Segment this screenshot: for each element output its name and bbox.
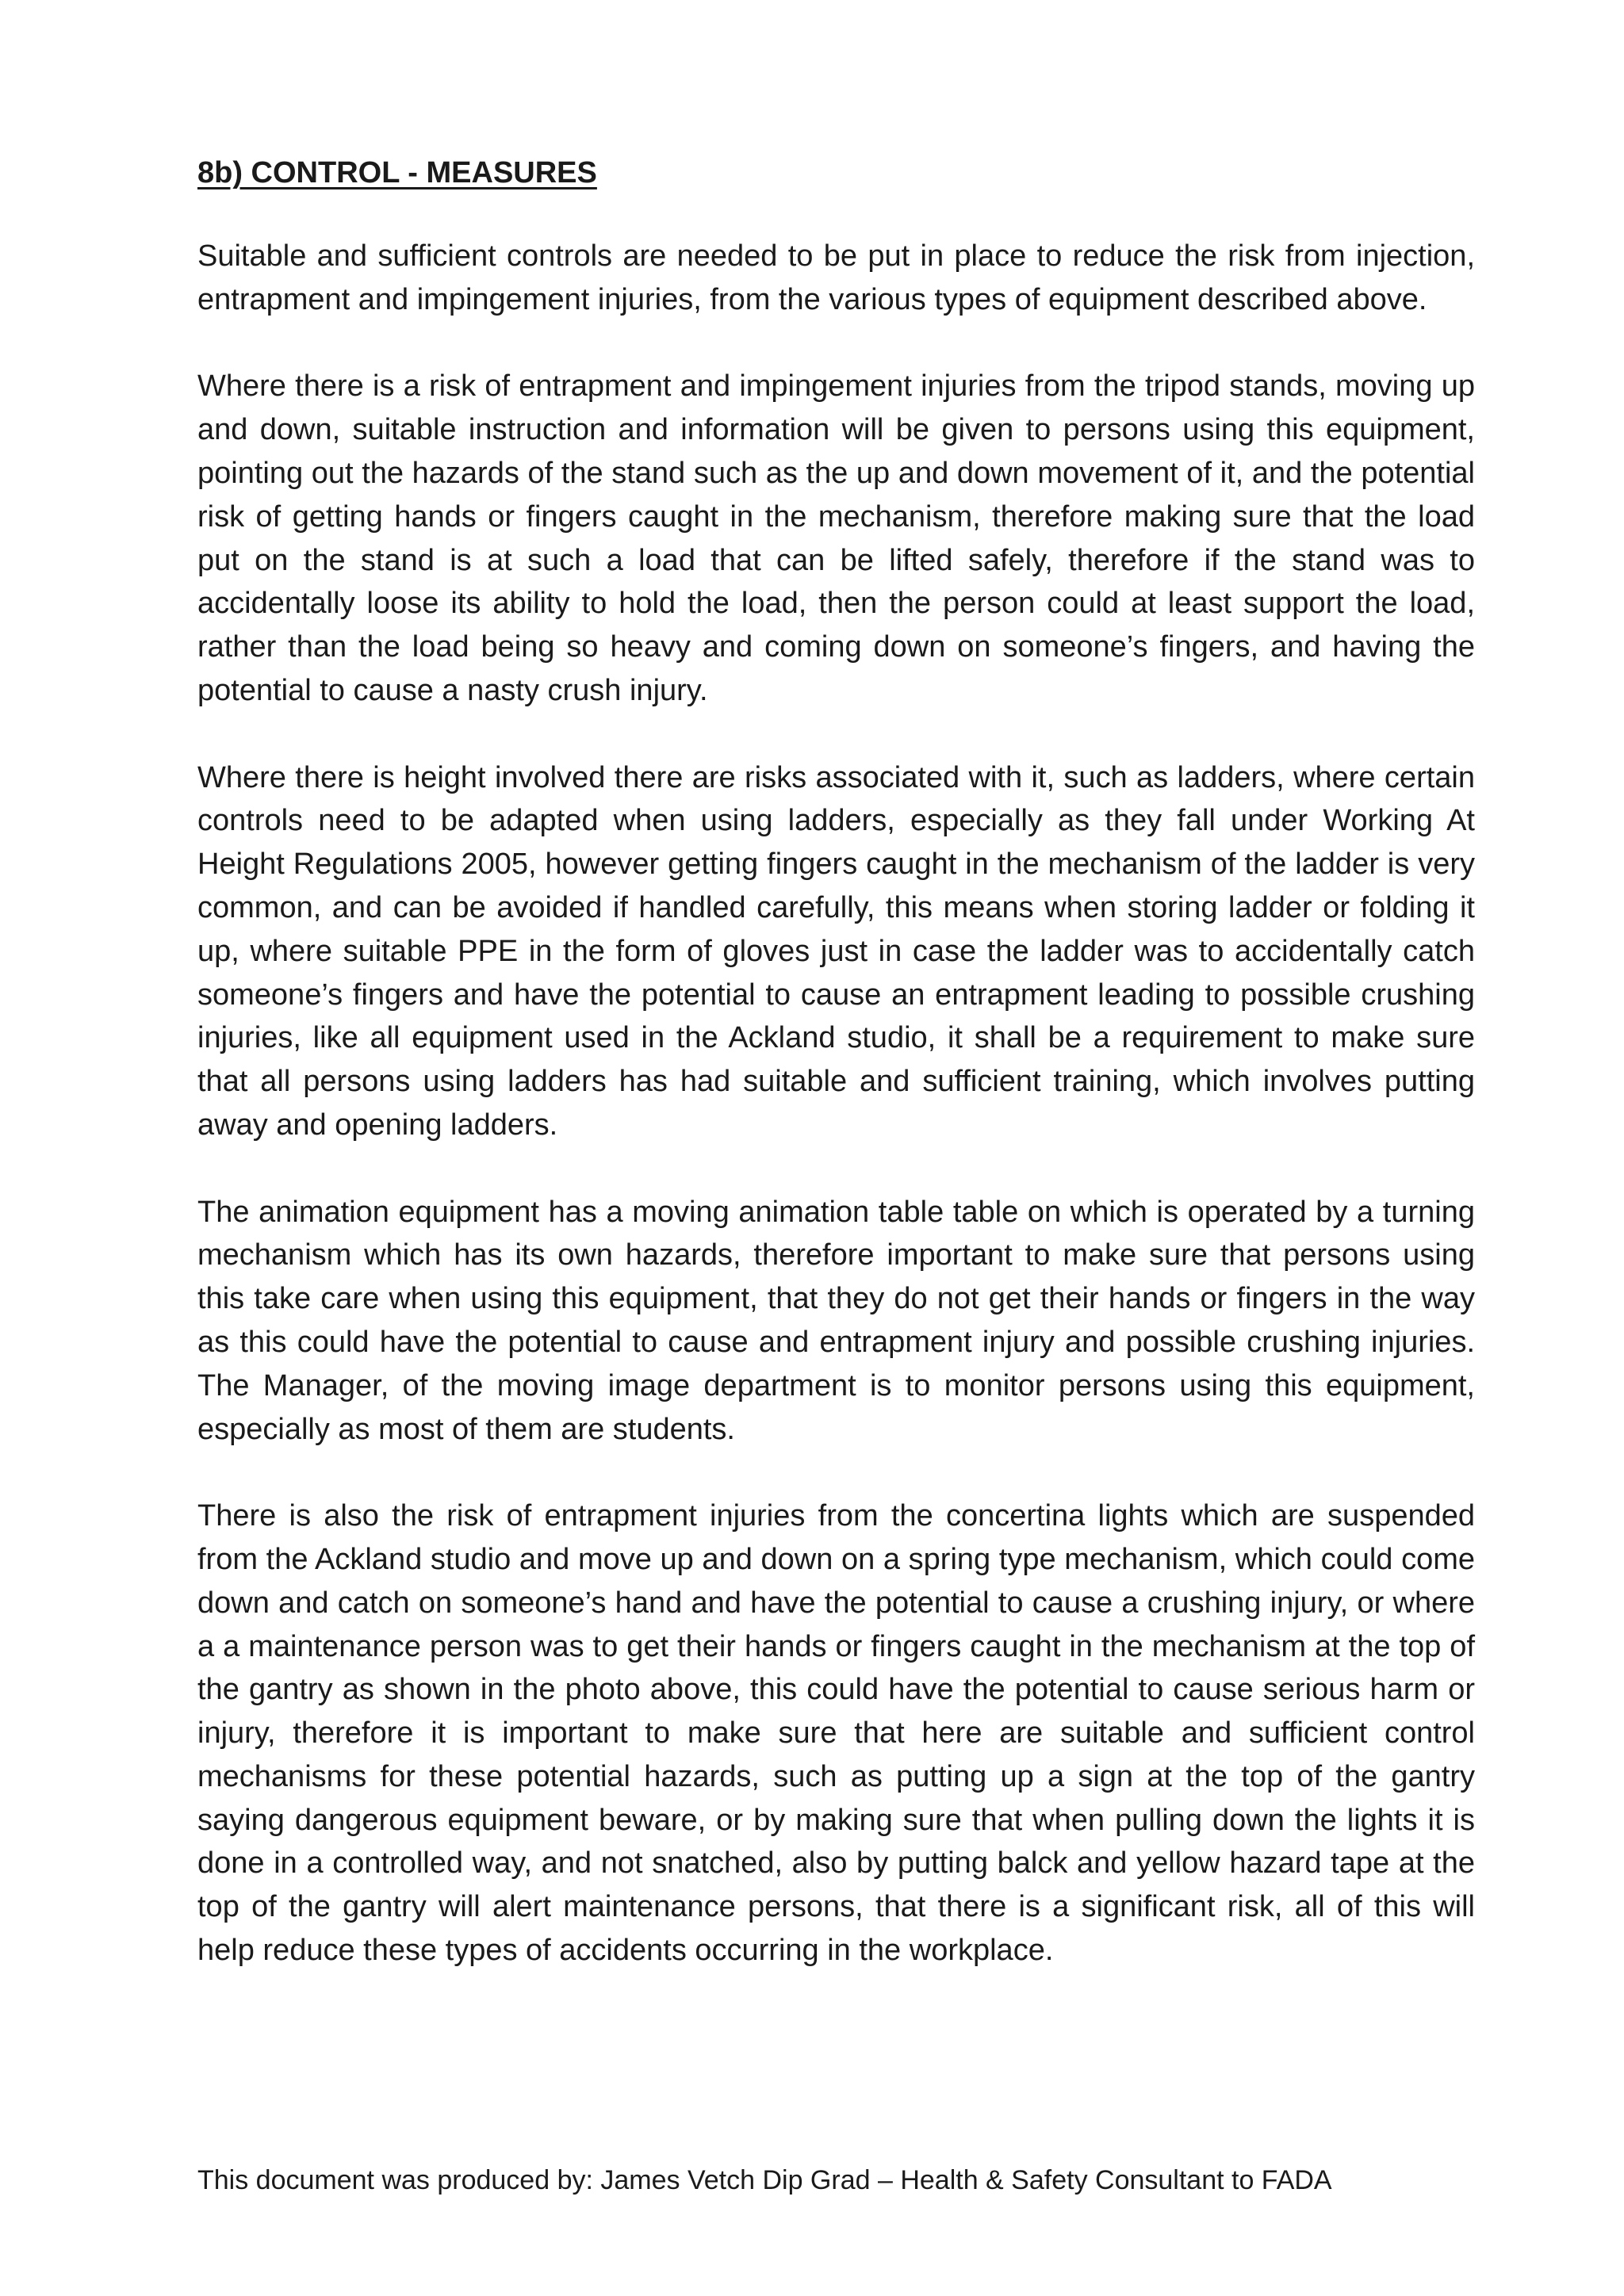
document-body	[197, 151, 1475, 2016]
paragraph-tripod-stands: Where there is a risk of entrapment and impingement injuries from the tripod stands, moving up and down, suitable instruction and information will be given to persons using this equipment, pointing out the hazards of the stand such as the up and down movement of it, and the potential risk of getting hands or fingers caught in the mechanism, therefore making sure that the load put on the stand is at such a load that can be lifted safely, therefore if the stand was to accidentally loose its ability to hold the load, then the person could at least support the load, rather than the load being so heavy and coming down on someone’s fingers, and having the potential to cause a nasty crush injury.	[197, 369, 1475, 707]
paragraph-animation-equipment: The animation equipment has a moving animation table table on which is operated by a turning mechanism which has its own hazards, therefore important to make sure that persons using this take care when using this equipment, that they do not get their hands or fingers in the way as this could have the potential to cause and entrapment injury and possible crushing injuries. The Manager, of the moving image department is to monitor persons using this equipment, especially as most of them are students.	[197, 1195, 1475, 1446]
section-heading: 8b) CONTROL - MEASURES	[197, 156, 597, 189]
paragraph-intro: Suitable and sufficient controls are needed to be put in place to reduce the risk from injection, entrapment and impingement injuries, from the various types of equipment described above.	[197, 239, 1475, 316]
page-footer: This document was produced by: James Vetch Dip Grad – Health & Safety Consultant to FADA	[197, 2165, 1332, 2195]
paragraph-ladders: Where there is height involved there are risks associated with it, such as ladders, where certain controls need to be adapted when using ladders, especially as they fall under Working At Height Regulations 2005, however getting fingers caught in the mechanism of the ladder is very common, and can be avoided if handled carefully, this means when storing ladder or folding it up, where suitable PPE in the form of gloves just in case the ladder was to accidentally catch someone’s fingers and have the potential to cause an entrapment leading to possible crushing injuries, like all equipment used in the Ackland studio, it shall be a requirement to make sure that all persons using ladders has had suitable and sufficient training, which involves putting away and opening ladders.	[197, 760, 1475, 1142]
paragraph-concertina-lights: There is also the risk of entrapment injuries from the concertina lights which are suspended from the Ackland studio and move up and down on a spring type mechanism, which could come down and catch on someone’s hand and have the potential to cause a crushing injury, or where a a maintenance person was to get their hands or fingers caught in the mechanism at the top of the gantry as shown in the photo above, this could have the potential to cause serious harm or injury, therefore it is important to make sure that here are suitable and sufficient control mechanisms for these potential hazards, such as putting up a sign at the top of the gantry saying dangerous equipment beware, or by making sure that when pulling down the lights it is done in a controlled way, and not snatched, also by putting balck and yellow hazard tape at the top of the gantry will alert maintenance persons, that there is a significant risk, all of this will help reduce these types of accidents occurring in the workplace.	[197, 1499, 1475, 1968]
